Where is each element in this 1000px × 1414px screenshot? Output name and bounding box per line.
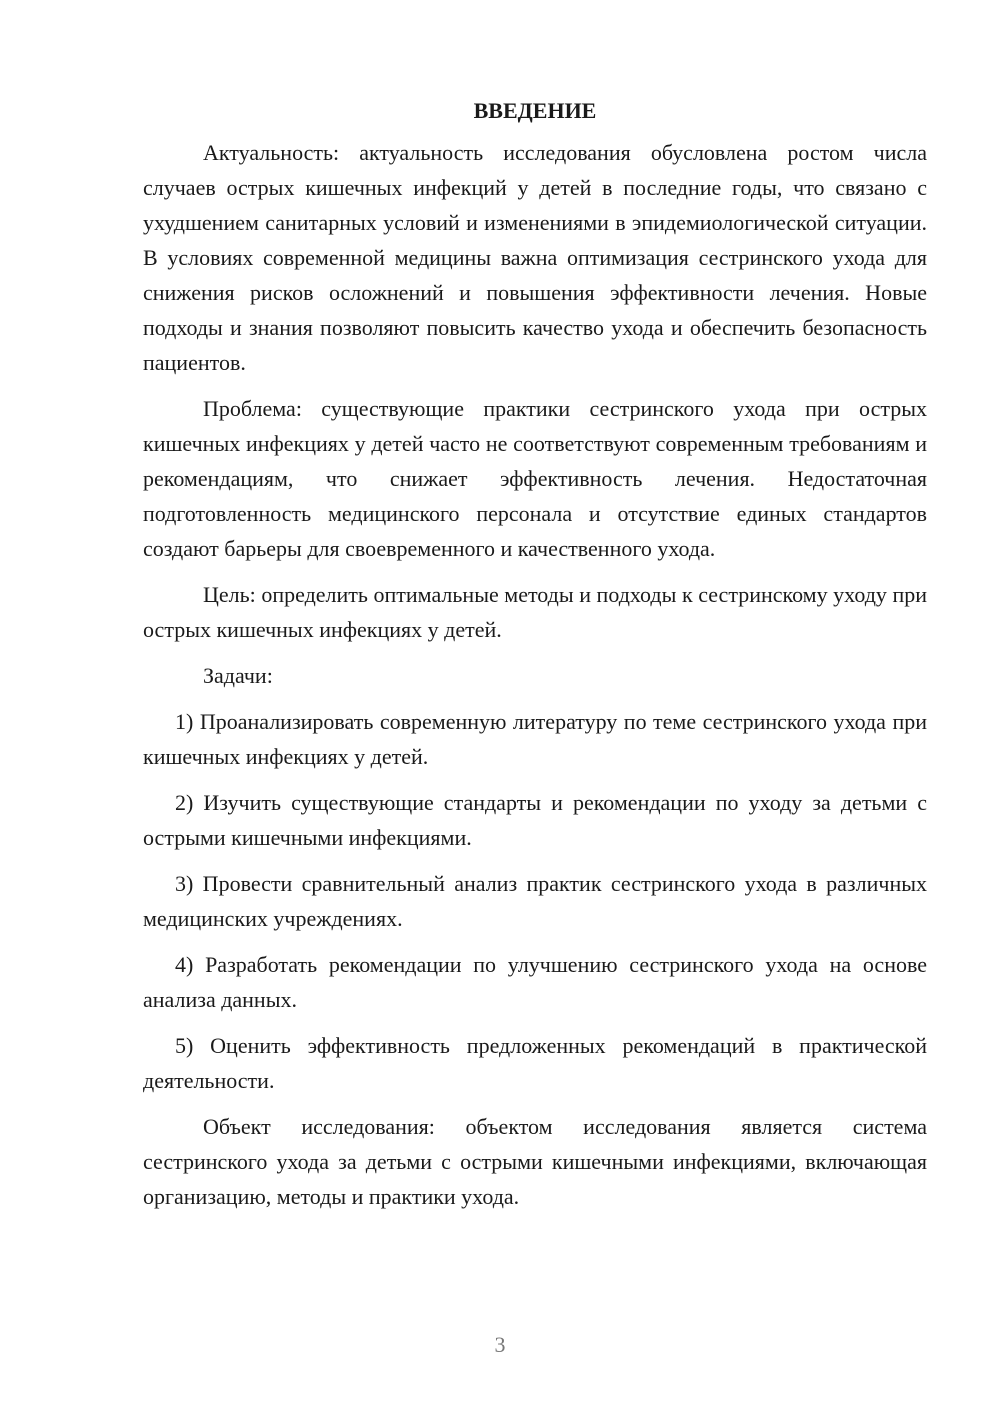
problem-paragraph: Проблема: существующие практики сестринского ухода при острых кишечных инфекциях у детей часто не соответствуют современным требованиям и рекомендациям, что снижает эффективность лечения. Недостаточная подготовленность медицинского персонала и отсутствие единых стандартов создают барьеры для своевременного и качественного ухода.	[143, 396, 927, 561]
page-content	[143, 93, 927, 1225]
object-paragraph: Объект исследования: объектом исследования является система сестринского ухода за детьми с острыми кишечными инфекциями, включающая организацию, методы и практики ухода.	[143, 1114, 927, 1209]
task-item-3: 3) Провести сравнительный анализ практик сестринского ухода в различных медицинских учреждениях.	[143, 871, 927, 931]
task-item-4: 4) Разработать рекомендации по улучшению сестринского ухода на основе анализа данных.	[143, 952, 927, 1012]
task-item-5: 5) Оценить эффективность предложенных рекомендаций в практической деятельности.	[143, 1033, 927, 1093]
relevance-paragraph: Актуальность: актуальность исследования обусловлена ростом числа случаев острых кишечных инфекций у детей в последние годы, что связано с ухудшением санитарных условий и изменениями в эпидемиологической ситуации. В условиях современной медицины важна оптимизация сестринского ухода для снижения рисков осложнений и повышения эффективности лечения. Новые подходы и знания позволяют повысить качество ухода и обеспечить безопасность пациентов.	[143, 140, 927, 375]
task-item-1: 1) Проанализировать современную литературу по теме сестринского ухода при кишечных инфекциях у детей.	[143, 709, 927, 769]
section-title: ВВЕДЕНИЕ	[473, 98, 597, 123]
tasks-heading: Задачи:	[203, 663, 273, 688]
page-number: 3	[494, 1332, 506, 1357]
task-item-2: 2) Изучить существующие стандарты и рекомендации по уходу за детьми с острыми кишечными инфекциями.	[143, 790, 927, 850]
goal-paragraph: Цель: определить оптимальные методы и подходы к сестринскому уходу при острых кишечных инфекциях у детей.	[143, 582, 927, 642]
